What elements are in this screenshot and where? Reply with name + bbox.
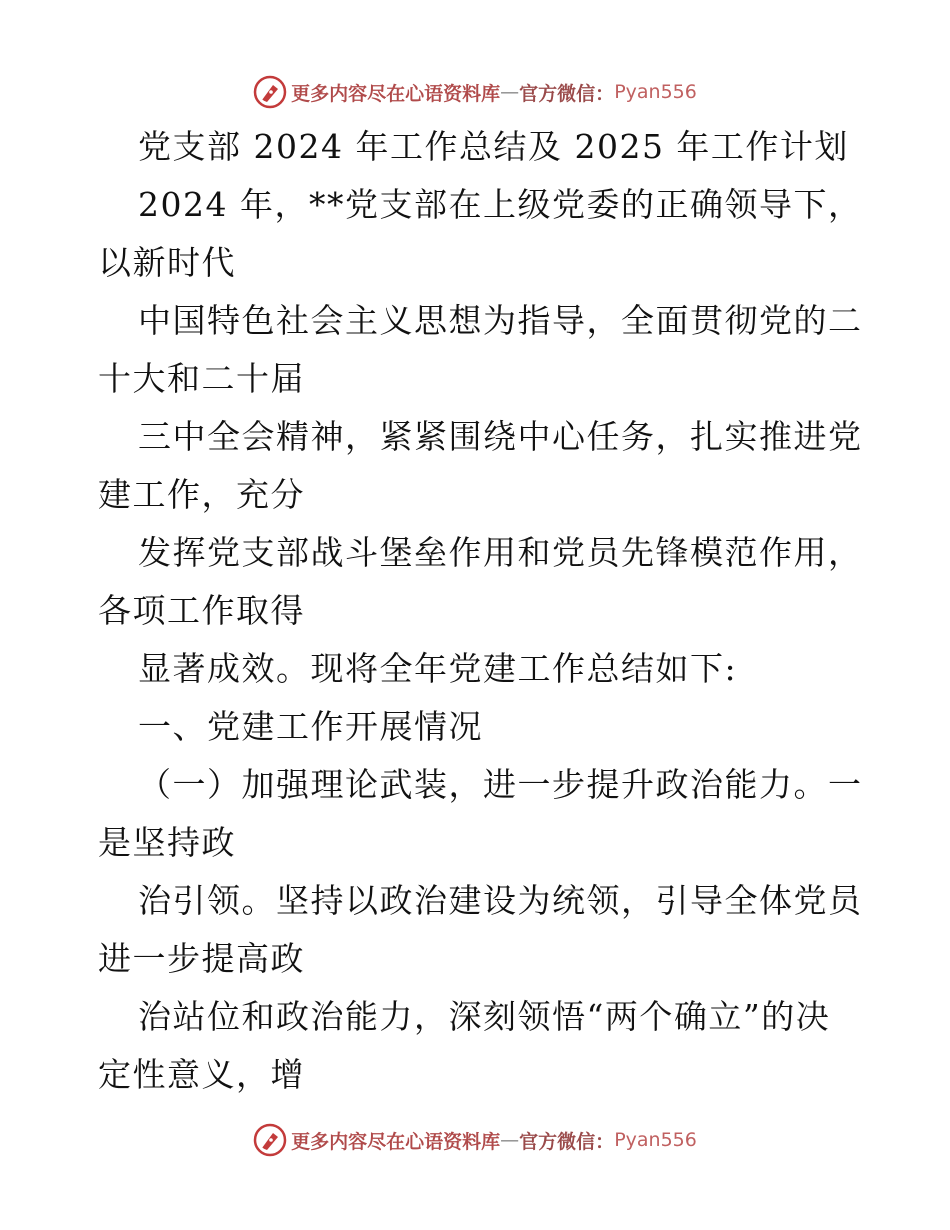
paragraph-line: 各项工作取得 <box>98 591 305 630</box>
pen-nib-logo-icon <box>253 1123 287 1157</box>
paragraph-line: 是坚持政 <box>98 823 236 862</box>
paragraph-line: 治引领。坚持以政治建设为统领，引导全体党员 <box>138 881 863 920</box>
watermark-wechat-label: 官方微信： <box>519 82 615 105</box>
header-watermark <box>0 72 950 112</box>
watermark-wechat-label: 官方微信： <box>519 1130 615 1153</box>
document-body <box>98 118 863 1104</box>
paragraph-line: 建工作，充分 <box>98 475 305 514</box>
pen-nib-logo-icon <box>253 75 287 109</box>
watermark-wechat-id: Pyan556 <box>614 1129 697 1151</box>
watermark-wechat-id: Pyan556 <box>614 81 697 103</box>
paragraph-line: 2024 年，**党支部在上级党委的正确领导下， <box>138 185 863 224</box>
paragraph-line: 进一步提高政 <box>98 939 305 978</box>
paragraph-line: 以新时代 <box>98 243 236 282</box>
paragraph-line: 显著成效。现将全年党建工作总结如下: <box>138 649 738 688</box>
watermark-main-text: 更多内容尽在心语资料库 <box>291 82 501 105</box>
paragraph-line: 发挥党支部战斗堡垒作用和党员先锋模范作用， <box>138 533 863 572</box>
subsection-heading: （一）加强理论武装，进一步提升政治能力。一 <box>138 765 863 804</box>
watermark-dash: — <box>500 81 520 103</box>
paragraph-line: 中国特色社会主义思想为指导，全面贯彻党的二 <box>138 301 863 340</box>
paragraph-line: 定性意义，增 <box>98 1055 305 1094</box>
paragraph-line: 三中全会精神，紧紧围绕中心任务，扎实推进党 <box>138 417 863 456</box>
watermark-main-text: 更多内容尽在心语资料库 <box>291 1130 501 1153</box>
paragraph-line: 十大和二十届 <box>98 359 305 398</box>
section-heading: 一、党建工作开展情况 <box>138 707 483 746</box>
watermark-dash: — <box>500 1129 520 1151</box>
paragraph-line: 治站位和政治能力，深刻领悟“两个确立”的决 <box>138 997 831 1036</box>
document-title: 党支部 2024 年工作总结及 2025 年工作计划 <box>138 127 849 166</box>
footer-watermark <box>0 1120 950 1160</box>
